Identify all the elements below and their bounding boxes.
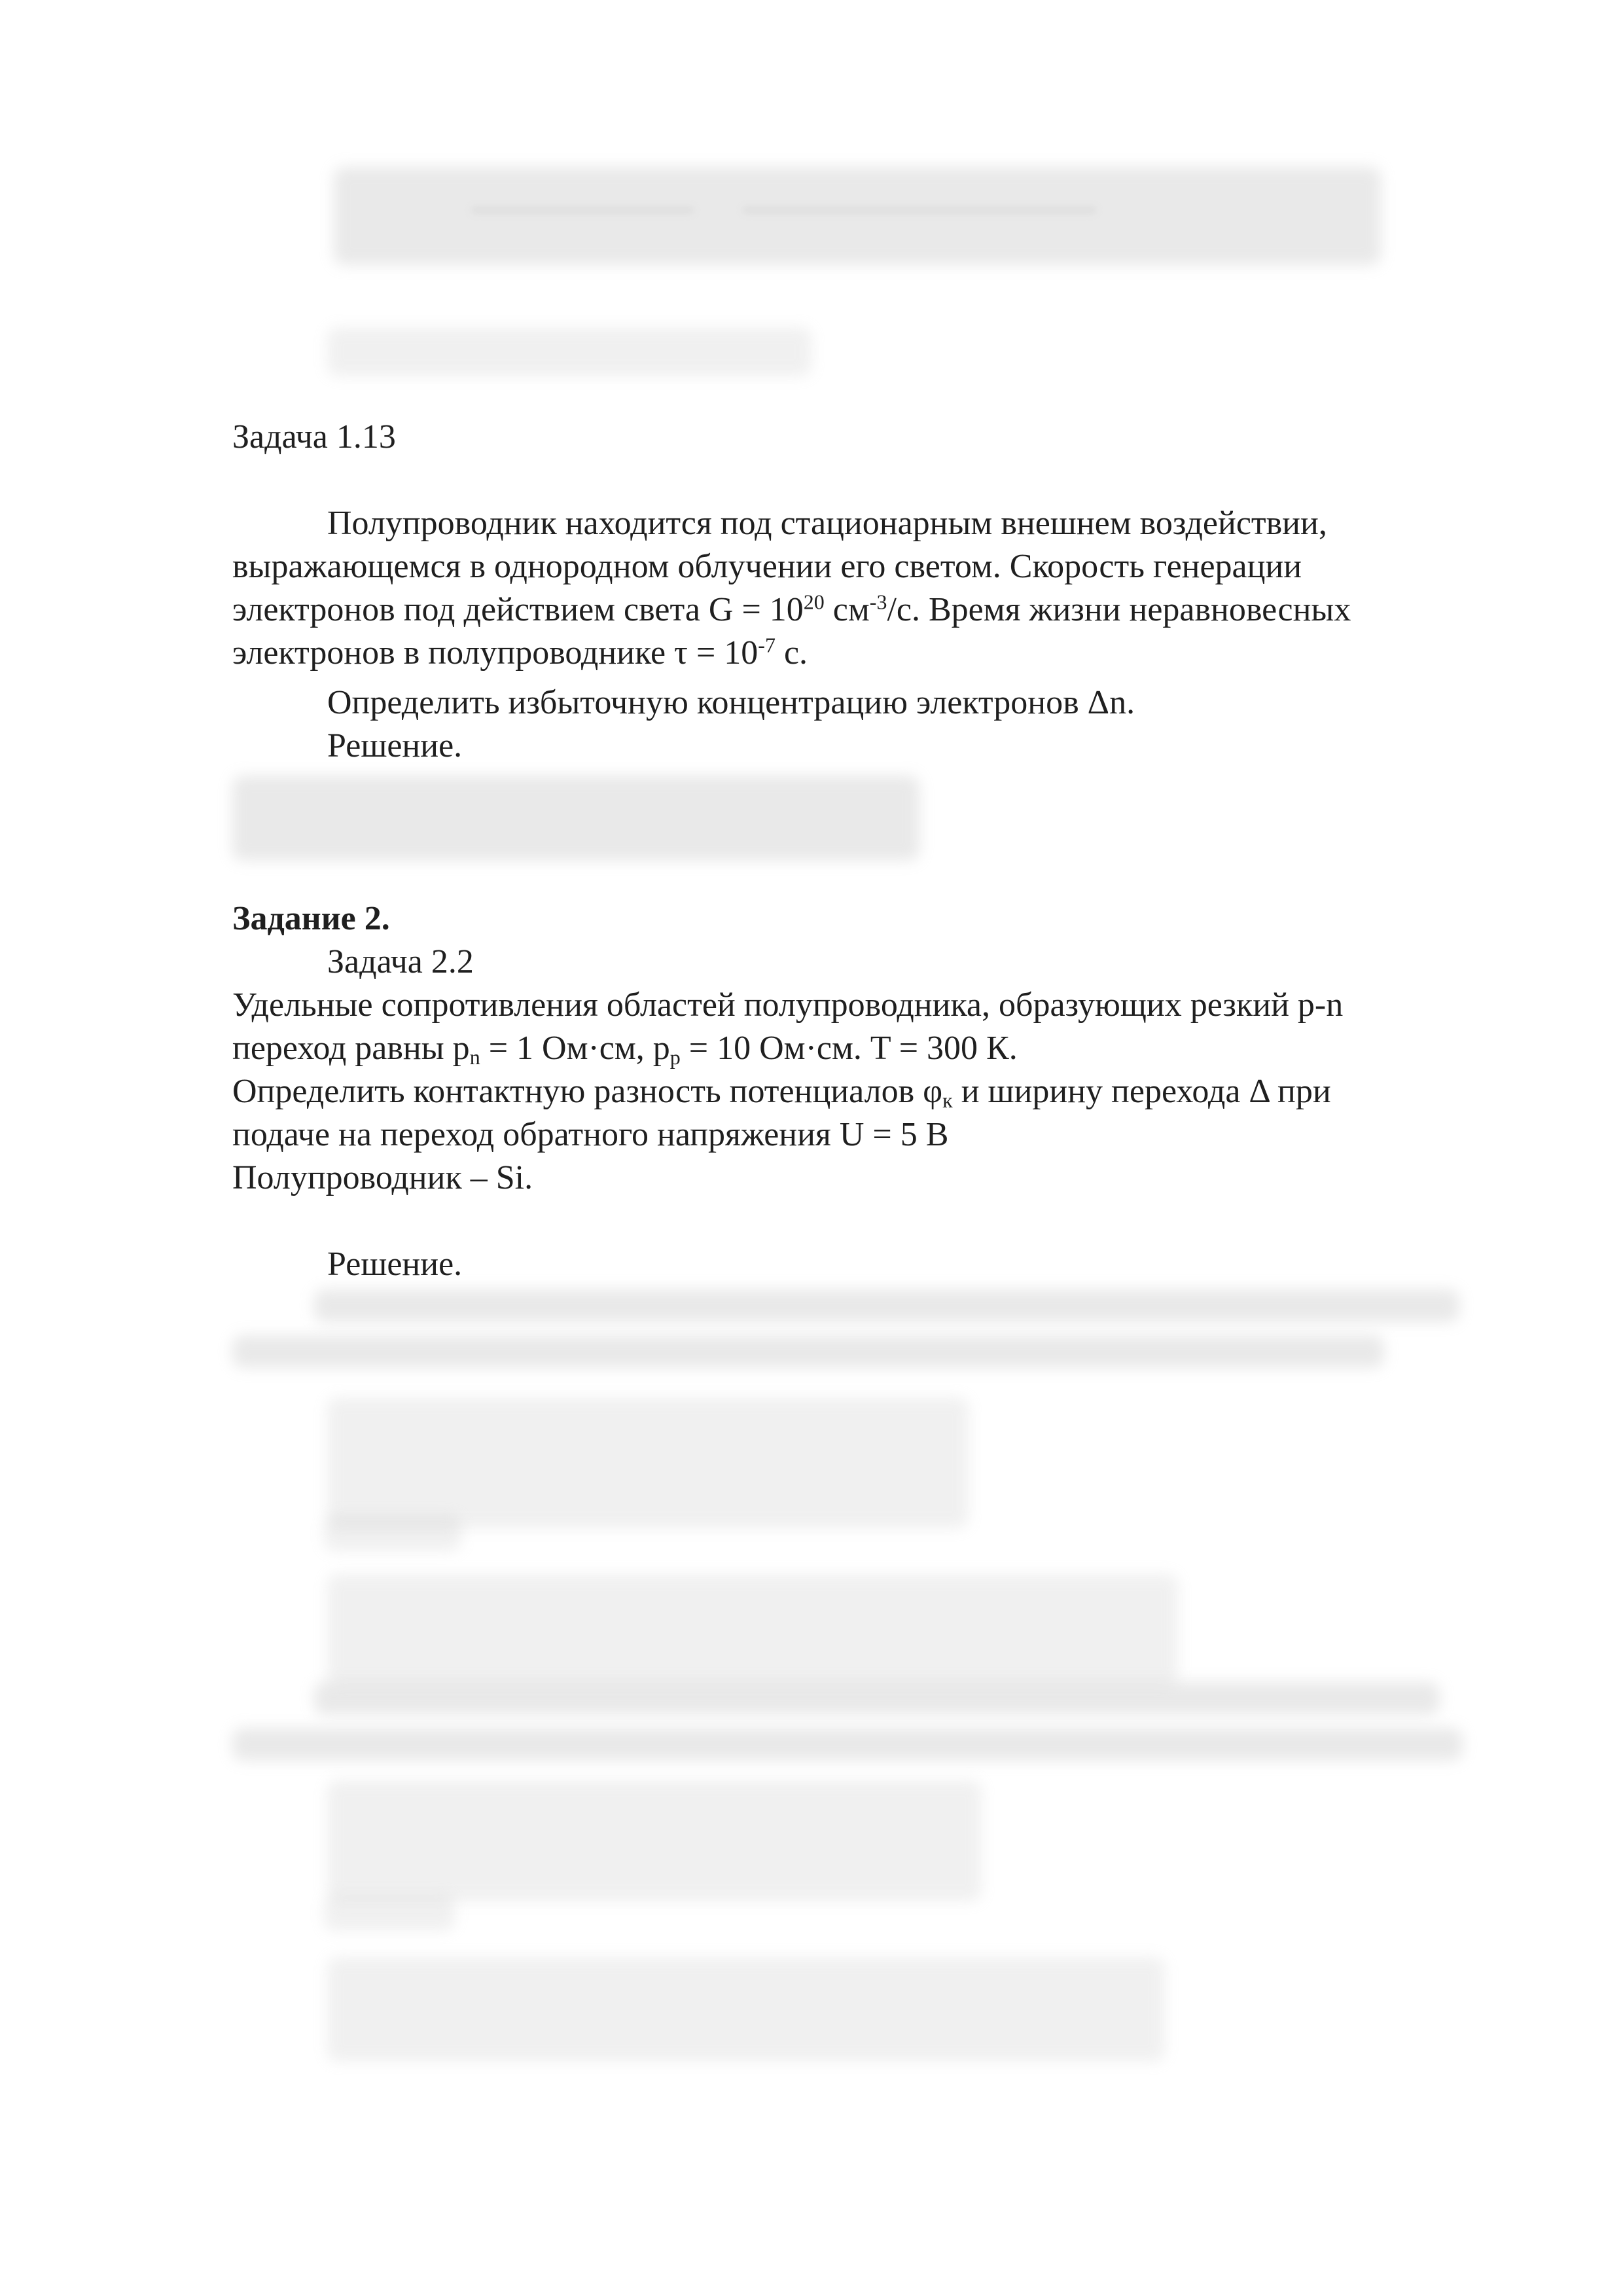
task-2-2-solution-label: Решение. xyxy=(327,1246,463,1283)
task-1-13-text-line-3: электронов под действием света $G = 10^{20}$ $см^{-3}/с$. Время жизни неравновесных xyxy=(232,590,1351,628)
blurred-formula-3 xyxy=(327,1780,982,1901)
task-2-heading: Задание 2. xyxy=(232,900,390,937)
task-2-2-text-line-4: подаче на переход обратного напряжения U = 5 В xyxy=(232,1116,949,1153)
blurred-fraction-bar-1 xyxy=(471,208,694,212)
task-2-2-text-line-2: переход равны $p_n = 1$ Ом·см, $p_p = 10$ Ом·см. T = 300 К. xyxy=(232,1030,1018,1069)
task-2-2-text-line-3: Определить контактную разность потенциалов $\varphi_к$ и ширину перехода Δ при xyxy=(232,1073,1331,1112)
blurred-formula-top xyxy=(334,167,1381,265)
blurred-solution-para-2 xyxy=(232,1335,1384,1368)
blurred-formula-4 xyxy=(327,1957,1165,2062)
task-1-13-question: Определить избыточную концентрацию электронов Δn. xyxy=(327,684,1135,721)
task-1-13-text-line-2: выражающемся в однородном облучении его светом. Скорость генерации xyxy=(232,548,1302,585)
blurred-solution-para-1 xyxy=(314,1289,1459,1322)
blurred-formula-2 xyxy=(327,1574,1178,1685)
task-1-13-text-line-4: электронов в полупроводнике $\tau = 10^{-7}$ с. xyxy=(232,633,808,672)
task-1-13-title: Задача 1.13 xyxy=(232,418,396,456)
blurred-label-2 xyxy=(324,1895,455,1931)
task-2-2-title: Задача 2.2 xyxy=(327,943,474,980)
blurred-label-1 xyxy=(324,1515,461,1551)
blurred-solution-para-3 xyxy=(314,1682,1440,1715)
blurred-answer-line xyxy=(327,327,812,376)
blurred-solution-para-4 xyxy=(232,1728,1463,1761)
blurred-fraction-bar-2 xyxy=(743,208,1096,212)
task-1-13-text-line-1: Полупроводник находится под стационарным внешнем воздействии, xyxy=(327,505,1327,542)
blurred-formula-1 xyxy=(327,1397,969,1528)
task-2-2-text-line-1: Удельные сопротивления областей полупроводника, образующих резкий p-n xyxy=(232,986,1344,1024)
blurred-solution-1-13 xyxy=(232,776,919,861)
task-2-2-text-line-5: Полупроводник – Si. xyxy=(232,1159,533,1196)
task-1-13-solution-label: Решение. xyxy=(327,727,463,764)
